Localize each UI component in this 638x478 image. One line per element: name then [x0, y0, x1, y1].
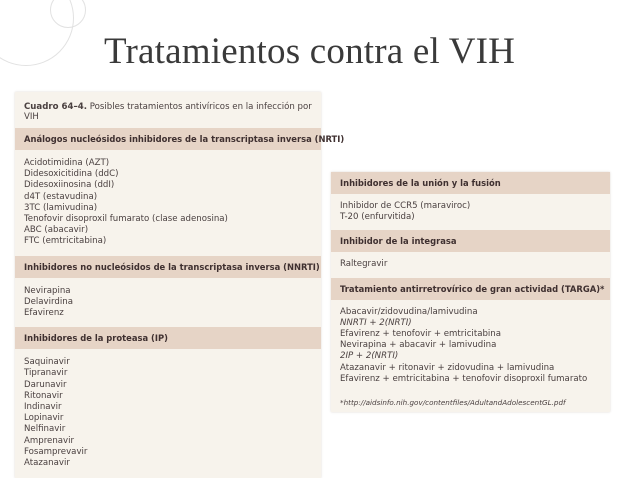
caption-text: Posibles tratamientos antivíricos en la infección por VIH — [24, 102, 312, 122]
list-item: Didesoxiinosina (ddI) — [24, 180, 115, 191]
section-header-nnrti: Inhibidores no nucleósidos de la transcriptasa inversa (NNRTI) — [15, 256, 321, 278]
list-item: Atazanavir + ritonavir + zidovudina + lamivudina — [340, 362, 555, 373]
list-item: 3TC (lamivudina) — [24, 202, 98, 213]
list-item: Fosamprevavir — [24, 446, 88, 457]
list-item: Saquinavir — [24, 357, 70, 368]
list-item: Efavirenz + emtricitabina + tenofovir disoproxil fumarato — [340, 373, 588, 384]
caption-number: Cuadro 64–4. — [24, 102, 88, 112]
list-item: Acidotimidina (AZT) — [24, 158, 110, 168]
list-item: Tipranavir — [24, 368, 68, 379]
list-item: Nelfinavir — [24, 424, 66, 435]
section-items-nnrti — [15, 278, 321, 328]
drug-table-left — [15, 92, 345, 478]
list-item: FTC (emtricitabina) — [24, 236, 107, 247]
list-item: Darunavir — [24, 379, 67, 390]
list-item: Abacavir/zidovudina/lamivudina — [340, 306, 478, 317]
section-items-nrti — [15, 150, 321, 256]
list-item: NNRTI + 2(NRTI) — [340, 317, 412, 328]
section-header-integrase: Inhibidor de la integrasa — [331, 230, 610, 252]
list-item: T-20 (enfurvitida) — [340, 212, 415, 223]
list-item: d4T (estavudina) — [24, 191, 98, 202]
section-items-targa — [331, 300, 610, 392]
section-header-targa: Tratamiento antirretrovírico de gran actividad (TARGA)* — [331, 278, 610, 300]
list-item: Nevirapina — [24, 285, 71, 296]
table-caption — [15, 92, 321, 128]
list-item: Raltegravir — [340, 259, 388, 270]
list-item: Nevirapina + abacavir + lamivudina — [340, 340, 497, 351]
list-item: Amprenavir — [24, 435, 75, 446]
section-header-fusion: Inhibidores de la unión y la fusión — [331, 172, 610, 194]
list-item: Lopinavir — [24, 413, 64, 424]
list-item: Ritonavir — [24, 390, 63, 401]
slide-title: Tratamientos contra el VIH — [104, 31, 516, 72]
list-item: Efavirenz + tenofovir + emtricitabina — [340, 329, 502, 340]
list-item: ABC (abacavir) — [24, 225, 89, 236]
list-item: Atazanavir — [24, 458, 70, 469]
list-item: 2IP + 2(NRTI) — [340, 351, 399, 362]
list-item: Indinavir — [24, 402, 62, 413]
section-items-integrase — [331, 252, 610, 277]
list-item: Didesoxicitidina (ddC) — [24, 169, 119, 180]
list-item: Delavirdina — [24, 296, 73, 307]
section-header-ip: Inhibidores de la proteasa (IP) — [15, 327, 321, 349]
drug-table-right — [331, 172, 610, 412]
list-item: Inhibidor de CCR5 (maraviroc) — [340, 201, 471, 211]
list-item: Efavirenz — [24, 308, 64, 319]
table-footnote: *http://aidsinfo.nih.gov/contentfiles/AdultandAdolescentGL.pdf — [340, 398, 566, 408]
section-items-ip — [15, 349, 321, 477]
section-items-fusion — [331, 194, 610, 230]
section-header-nrti: Análogos nucleósidos inhibidores de la transcriptasa inversa (NRTI) — [15, 128, 321, 150]
list-item: Tenofovir disoproxil fumarato (clase adenosina) — [24, 214, 228, 225]
